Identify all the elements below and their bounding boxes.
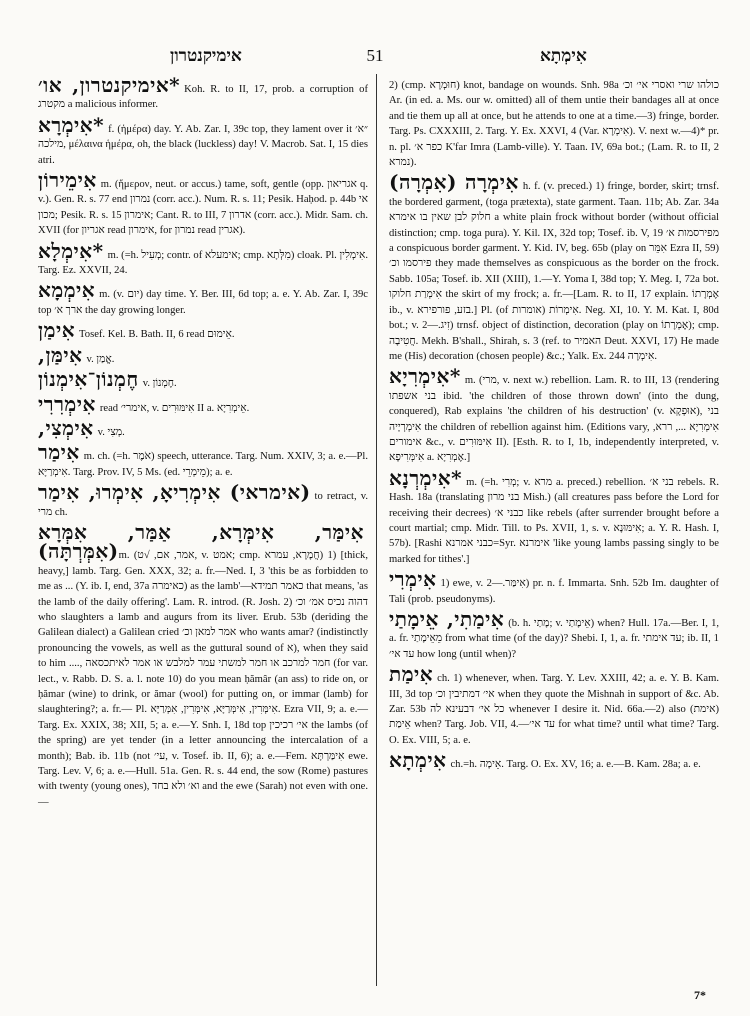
entry-definition: f. (ἡμέρα) day. Y. Ab. Zar. I, 39c top, they lament over it ״א׳ מילכה, μέλαινα ἡμέρα, oh, the black (luckless) day! V. Macrob. Sat. I, 15 dies atri.	[38, 123, 368, 166]
entry-headword: אִימַּר, אִימְּרָא, אַמַּר, אִמְּרָא (אִמְּרְתָּה)	[38, 519, 364, 564]
entry-definition: ch. 1) whenever, when. Targ. Y. Lev. XXIII, 42; a. e. Y. B. Kam. III, 3d top אי׳ דמתיבין וכ׳ when they quote the Mishnah in support of &c. Ab. Zar. 53b כל אי׳ דבעינא לה whenever I desire it. Nid. 66a.—2) also (אימת) אֵימַת when? Targ. Job. VII, 4.—עד אי׳ for what time? until what time? Targ. O. Ex. VIII, 5; a. e.	[389, 673, 719, 746]
dictionary-entry	[389, 567, 720, 607]
dictionary-entry	[38, 519, 369, 810]
dictionary-entry	[38, 112, 368, 168]
left-column	[38, 73, 369, 815]
entry-headword: אִימְתָא	[389, 748, 447, 773]
entry-definition: ch.=h. אֵימָה. Targ. O. Ex. XV, 16; a. e.—B. Kam. 28a; a. e.	[450, 759, 701, 771]
entry-headword: חֶמְנוֹן־אִימְנוֹן	[38, 367, 139, 392]
dictionary-entry	[389, 78, 719, 170]
entry-headword: אִימַּן,	[38, 342, 83, 367]
page-number: 51	[366, 46, 384, 65]
dictionary-entry	[38, 415, 368, 440]
entry-headword: *אִימְרָא	[38, 112, 105, 137]
entry-definition: read אימרי׳, v. אִימּוּרִים II a. אֵימְרִיָא.	[99, 402, 250, 414]
entry-headword: אִימַר	[38, 440, 80, 465]
dictionary-entry	[389, 364, 720, 465]
entry-definition: to retract, v. מרי ch.	[38, 491, 368, 518]
entry-definition: h. f. (v. preced.) 1) fringe, border, skirt; trnsf. the bordered garment, (toga prætexta), state garment. Taan. 11b; Ab. Zar. 34a חלוק לבן שאין בו אימרא a white plain frock without border (without official distinction; cmp. toga pura). Y. Kil. IX, 32d top; Tosef. ib. V, 19 מפירסמות א׳ a conspicuous border garment. Y. Kid. IV, beg. 65b (play on אִמֵּר Ezra II, 59) פירסמו וכ׳ they made themselves as conspicuous as the border on the frock. Sabb. 105a; Tosef. ib. XII (XIII), 1.—Y. Yoma I, 38d top; Y. Meg. I, 72a bot. אִימְרַת חלוקו the skirt of my frock; a. fr.—[Lam. R. to II, 17 explain. אֶמְרָתוֹ ib., v. בזע, פורפירא.] Pl. (of אומרות) אִימְרוֹת. Neg. XI, 10. Y. M. Kat. I, 80d bot.; v. זִיג.—2) trnsf. object of distinction, decoration (play on אֶמְרָתוֹ); cmp. חֲטִיבָה. Mekh. B'shall., Shirah, s. 3 (ref. to האמיר Deut. XXVI, 17) He made me (His) decoration (chosen people) &c.; Yalk. Ex. 244 אִימְרָה.	[389, 181, 720, 362]
entry-definition: 1) ewe, v. אִימַּר.—2) pr. n. f. Immarta. Snh. 52b Im. daughter of Tali (prob. pseudonyms).	[389, 578, 720, 605]
dictionary-entry	[38, 391, 368, 416]
entry-definition: 2) (cmp. חוּמְרָא) knot, bandage on wounds. Snh. 98a כולהו שרי ואסרי אי׳ וכ׳ Ar. (in ed. a. Ms. our w. omitted) all of them untie their bandages all at once and tie them up all at once, but he attends to one at a time.—3) fringe, border. Targ. Ps. CXXXIII, 2. Targ. Y. Ex. XXVI, 4 (Var. אִימְרָא). V. next w.—4)* pr. n. pl. כפר א׳ K'far Imra (Lamb-ville). Y. Taan. IV, 69a bot.; (Lam. R. to II, 2 נמרא).	[389, 80, 719, 169]
entry-definition: m. ch. (=h. אֹמֶר) speech, utterance. Targ. Num. XXIV, 3; a. e.—Pl. אִימְרַיָּא. Targ. Prov. IV, 5 Ms. (ed. מֵימְרֵי); a. e.	[38, 451, 368, 478]
header-right-title: אִימְתָא	[540, 46, 587, 65]
entry-headword: אִימְרִרִי	[38, 391, 96, 416]
dictionary-entry	[38, 168, 369, 239]
entry-definition: m. (ἥμερον, neut. or accus.) tame, soft, gentle (opp. אגריאון q. v.). Gen. R. s. 77 end נמרון (corr. acc.). Num. R. s. 11; Pesik. Haḥod. p. 44b אי מכון; Pesik. R. s. 15 אימרון; Cant. R. to III, 7 אדרון (corr. acc.). Midr. Sam. ch. XVII (for אגריון read אימרון, for נמרון read אגרין).	[38, 179, 369, 237]
entry-definition: v. מְצִי.	[97, 426, 125, 438]
dictionary-entry	[389, 170, 720, 364]
signature-mark: 7*	[694, 988, 706, 1002]
entry-definition: m. (v. יום) day time. Y. Ber. III, 6d top; a. e. Y. Ab. Zar. I, 39c top ארך א׳ the day growing longer.	[38, 289, 368, 316]
dictionary-entry	[38, 318, 368, 343]
column-divider	[376, 74, 377, 986]
dictionary-entry	[389, 607, 720, 662]
entry-headword: *אימיקנטרון, או׳	[38, 73, 181, 97]
entry-headword: אִימֵירוֹן	[38, 168, 97, 193]
entry-headword: *אִימְרִיָא	[389, 364, 461, 389]
entry-headword: אִימְצִי,	[38, 415, 94, 440]
dictionary-entry	[38, 238, 368, 279]
entry-definition: Koh. R. to II, 17, prob. a corruption of מקטרג a malicious informer.	[38, 84, 368, 111]
entry-headword: (אימראי) אִימְרִיאָ, אִימְרוּ, אִימַר	[38, 480, 311, 505]
entry-headword: אִימַתִי, אֵימָתַי	[389, 607, 505, 631]
running-header	[0, 46, 750, 68]
entry-definition: m. (=h. מְעִיל; contr. of אימעלא; cmp. מִלְּתָא) cloak. Pl. אִימְלִין. Targ. Ez. XXVII, 24.	[38, 249, 368, 277]
entry-headword: *אִימְלָא	[38, 238, 104, 263]
dictionary-entry	[38, 440, 368, 480]
dictionary-entry	[389, 748, 719, 773]
entry-definition: v. אֱמַן.	[86, 353, 115, 365]
dictionary-entry	[38, 367, 368, 392]
dictionary-entry	[389, 662, 719, 748]
header-left-title: אימיקנטרון	[170, 46, 242, 65]
entry-definition: m. (אמר, אם, √ט, v. אמט; cmp. חֲמָרָא, עמרא) 1) [thick, heavy,] lamb. Targ. Gen. XXX, 32; a. fr.—Ned. I, 3 'this be as forbidden to me as ... (Y. ib. I, end, 37a כאימרה) as the lamb'—כאמר תמידא that means, 'as the lamb of the daily offering'. Lam. R. introd. (R. Josh. 2) דהוה נכיס אמ׳ וכ׳ who slaughters a lamb and augurs from its liver. Erub. 53b (deriding the Galilean dialect) a Galilean cried אמר למאן וכ׳ who wants amar? (indistinctly pronouncing the vowels, as well as the guttural sound of א), when they said to him ...., חמר למרכב או חמר למשתי עמר למלבש או אמר לאיתכסאה (for var. lect., v. Rabb. D. S. a. l. note 10) do you mean ḥămâr (an ass) to ride on, or ḥămar (wine) to drink, or ămar (wool) for putting on, or immar (lamb) for slaughtering?; a. fr.— Pl. אִימְּרִין, אִימְּרַיָּא, אִימְּרִין, אִמְּרַיָּא. Ezra VII, 9; a. e.—Targ. Ex. XXIX, 38; XII, 5; a. e.—Y. Snh. I, 18d top אי׳ רכיכין the lambs (of the spring) are yet tender (in a letter announcing the intercalation of a month); Bab. ib. 11b (not עי׳, v. Tosef. ib. II, 6); a. e.—Fem. אִימַּרְתָּא ewe. Targ. Lev. V, 6; a. e.—Hull. 51a. Gen. R. s. 44 end, the sow (Rome) pastures with twenty (young ones), וא׳ ולא בחד and the ewe (Sarah) not even with one.—	[38, 550, 369, 808]
entry-headword: אִימְרָה (אִמְרָה)	[389, 170, 519, 195]
dictionary-entry	[38, 342, 368, 367]
entry-definition: m. (=h. מְרִי; v. מרא a. preced.) rebellion. בני א׳ rebels. R. Hash. 18a (translating בני מרון Mish.) (all creatures pass before the Lord for receiving their decrees) כבני א׳ like rebels (after surrender brought before a court martial; cmp. Midr. Till. to Ps. XVII, 1, s. v. אִימּוּנָא; a. Y. R. Hash. I, 57b). [Rashi כבני אמרנא=Syr. אימרנא 'like young lambs passing singly to be marked for tithes'.]	[389, 476, 720, 565]
entry-definition: Tosef. Kel. B. Bath. II, 6 read אֵימוּם.	[79, 329, 235, 341]
dictionary-entry	[38, 480, 368, 520]
right-column	[389, 78, 719, 778]
entry-definition: m. (מרי, v. next w.) rebellion. Lam. R. to III, 13 (rendering בני אשפתו ibid. 'the children of those thrown down' (into the dung, conquered), Rab explains 'the children of his destruction' (v. אוּפְקָא), בני אִימְרְיָיה the children of rebellion against him. (Editions vary, אִימְרִיָא ..., ררא, אימורים &c., v. אִימּוּרִים II). [Esth. R. to I, 1b, independently interpreted, v. אִימְּרִיפָא a. אֶמְרִיָא.]	[389, 375, 720, 464]
entry-headword: *אִימְרְנָא	[389, 465, 463, 490]
dictionary-entry	[38, 73, 368, 113]
entry-headword: אִימַן	[38, 318, 76, 343]
entry-headword: אִימַת	[389, 662, 434, 687]
dictionary-entry	[38, 278, 368, 318]
entry-headword: אִימְמָא	[38, 278, 96, 303]
entry-definition: (b. h. מָתַי; v. אֵימָתַי) when? Hull. 17a.—Ber. I, 1, a. fr. מֵאֵימָתַי from what time (of the day)? Shebi. I, 1, a. fr. עד אימתי; ib. II, 1 עד אי׳ how long (until when)?	[389, 618, 720, 660]
entry-definition: v. חֶמְנוֹן.	[142, 378, 177, 390]
entry-headword: אִימְרִי	[389, 567, 437, 592]
dictionary-entry	[389, 465, 720, 567]
